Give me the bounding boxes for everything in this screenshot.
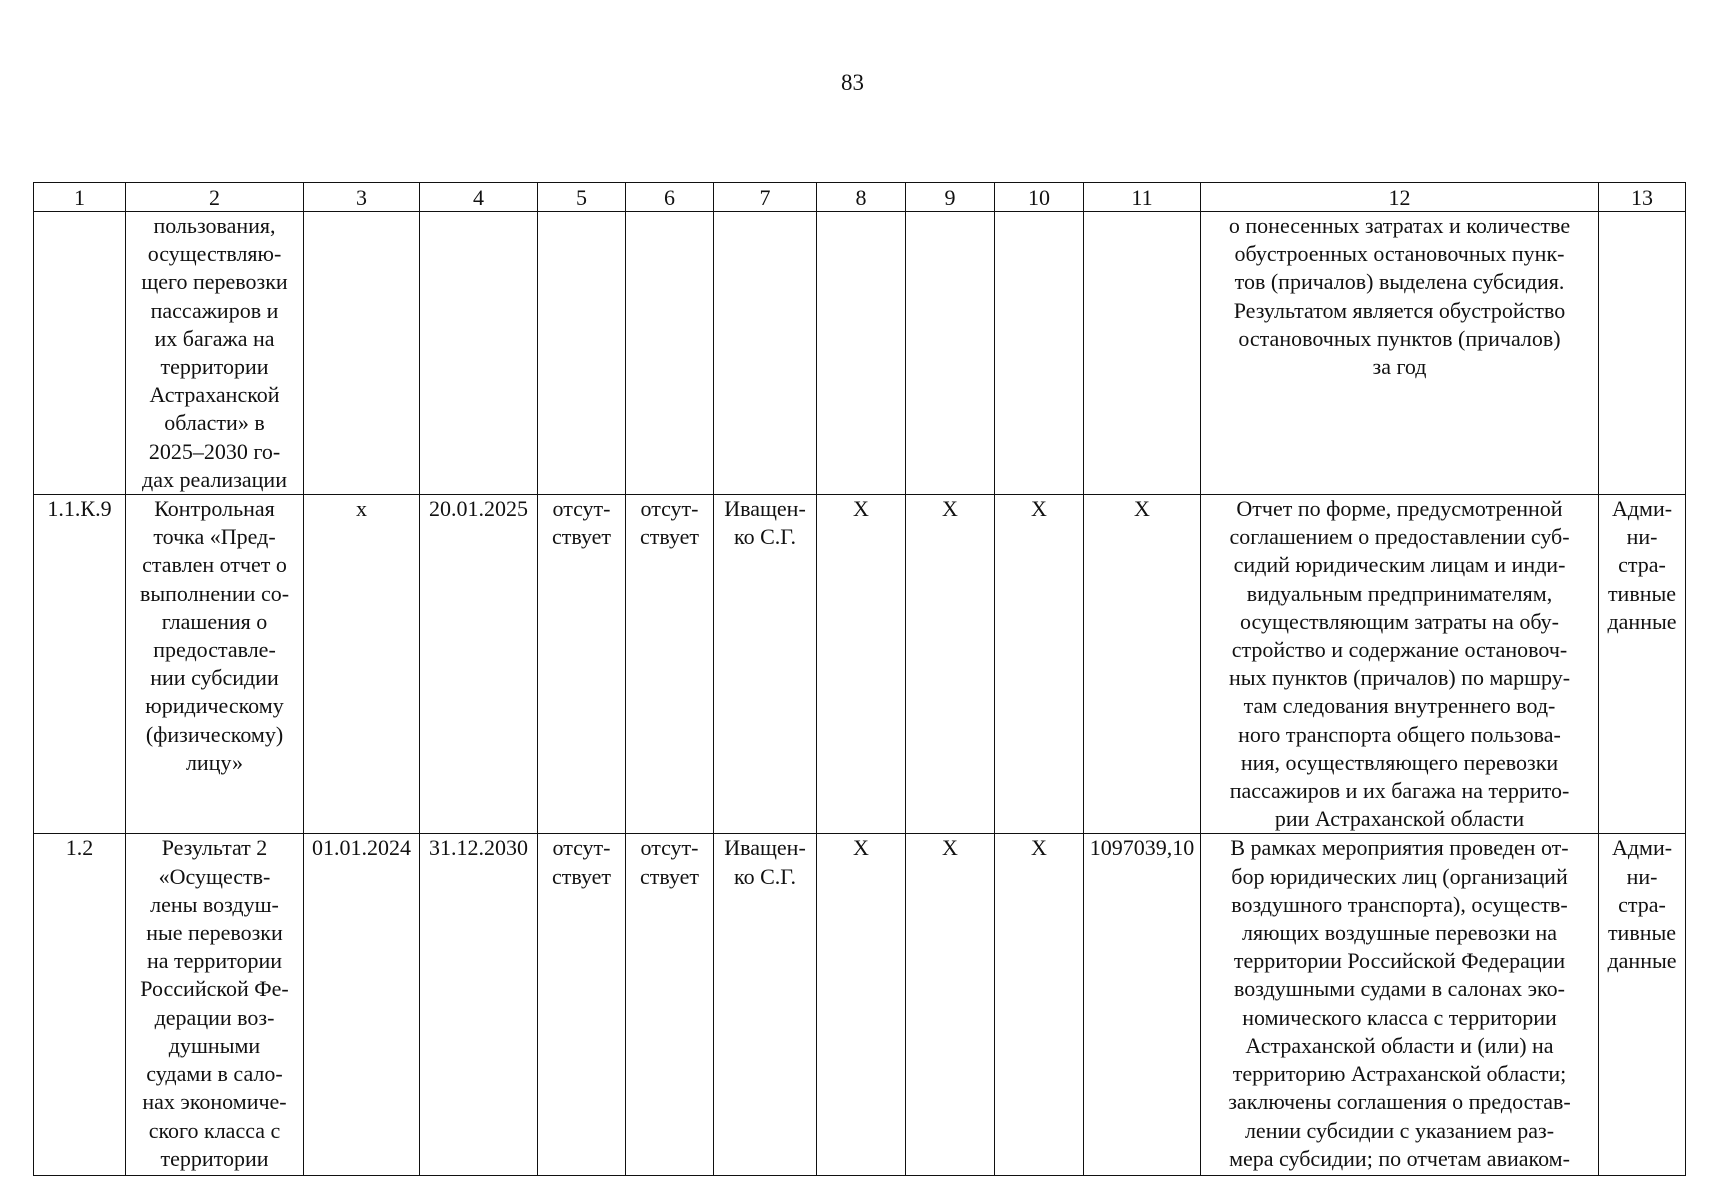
column-header: 4 [420,183,538,212]
start-date-cell: 01.01.2024 [304,834,420,1176]
table-cell [906,212,995,495]
table-cell [626,212,714,495]
amount-cell: 1097039,10 [1084,834,1201,1176]
table-cell: отсут- ствует [538,495,626,834]
end-date-cell: 20.01.2025 [420,495,538,834]
end-date-cell: 31.12.2030 [420,834,538,1176]
description-cell: Отчет по форме, предусмотренной соглашением о предоставлении суб- сидий юридическим лицам и инди- видуальным предпринимателям, осуществляющим затраты на обу- стройство и содержание остановоч- ных пунктов (причалов) по маршру- там следования внутреннего вод- ного транспорта общего пользова- ния, осуществляющего перевозки пассажиров и их багажа на террито- рии Астраханской области [1201,495,1599,834]
item-name-cell: Контрольная точка «Пред- ставлен отчет о выполнении со- глашения о предоставле- нии субсидии юридическому (физическому) лицу» [126,495,304,834]
start-date-cell: х [304,495,420,834]
table-cell: Х [817,834,906,1176]
column-header-row [34,183,1686,212]
column-header: 2 [126,183,304,212]
source-cell: Адми- ни- стра- тивные данные [1599,495,1686,834]
column-header: 10 [995,183,1084,212]
table-cell: отсут- ствует [626,495,714,834]
report-table [33,182,1686,1176]
item-name-cell: пользования, осуществляю- щего перевозки пассажиров и их багажа на территории Астраханской области» в 2025–2030 го- дах реализации [126,212,304,495]
column-header: 3 [304,183,420,212]
column-header: 8 [817,183,906,212]
column-header: 12 [1201,183,1599,212]
column-header: 7 [714,183,817,212]
row-number-cell: 1.2 [34,834,126,1176]
table-cell [538,212,626,495]
table-cell: Х [817,495,906,834]
row-number-cell: 1.1.К.9 [34,495,126,834]
item-name-cell: Результат 2 «Осуществ- лены воздуш- ные перевозки на территории Российской Фе- дерации воз- душными судами в сало- нах экономиче- ского класса с территории [126,834,304,1176]
column-header: 1 [34,183,126,212]
column-header: 11 [1084,183,1201,212]
row-number-cell [34,212,126,495]
table-cell: Х [906,834,995,1176]
table-cell: отсут- ствует [538,834,626,1176]
source-cell [1599,212,1686,495]
column-header: 13 [1599,183,1686,212]
table-row [34,834,1686,1176]
amount-cell: Х [1084,495,1201,834]
responsible-cell: Иващен- ко С.Г. [714,834,817,1176]
table-cell: Х [995,495,1084,834]
amount-cell [1084,212,1201,495]
responsible-cell: Иващен- ко С.Г. [714,495,817,834]
column-header: 5 [538,183,626,212]
table-cell: Х [995,834,1084,1176]
column-header: 6 [626,183,714,212]
table-row [34,212,1686,495]
table-cell [817,212,906,495]
table-cell: отсут- ствует [626,834,714,1176]
source-cell: Адми- ни- стра- тивные данные [1599,834,1686,1176]
table-cell [995,212,1084,495]
column-header: 9 [906,183,995,212]
description-cell: В рамках мероприятия проведен от- бор юридических лиц (организаций воздушного транспорта), осуществ- ляющих воздушные перевозки на территории Российской Федерации воздушными судами в салонах эко- номического класса с территории Астраханской области и (или) на территорию Астраханской области; заключены соглашения о предостав- лении субсидии с указанием раз- мера субсидии; по отчетам авиаком- [1201,834,1599,1176]
end-date-cell [420,212,538,495]
page-number: 83 [841,70,864,95]
table-cell: Х [906,495,995,834]
start-date-cell [304,212,420,495]
table-row [34,495,1686,834]
description-cell: о понесенных затратах и количестве обустроенных остановочных пунк- тов (причалов) выделена субсидия. Результатом является обустройство остановочных пунктов (причалов) за год [1201,212,1599,495]
responsible-cell [714,212,817,495]
